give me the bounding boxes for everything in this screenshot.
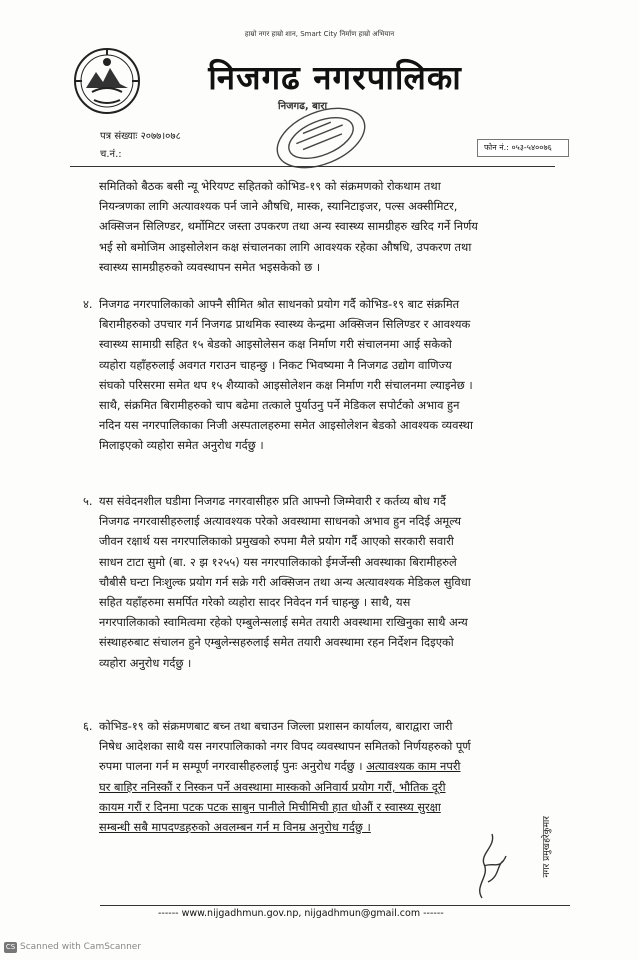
phone-number: फोन नं.: ०५३-५४००७६ (477, 139, 569, 157)
paragraph-line: संघको परिसरमा समेत थप १५ शैय्याको आइसोलेशन कक्ष निर्माण गरी संचालनमा ल्याइनेछ । (99, 377, 473, 392)
camscanner-text: Scanned with CamScanner (20, 942, 142, 952)
footer-divider (100, 905, 570, 906)
header-divider (70, 166, 555, 167)
signature-block (440, 816, 580, 906)
paragraph-line: बिरामीहरुको उपचार गर्न निजगढ प्राथमिक स्वास्थ्य केन्द्रमा अक्सिजन सिलिण्डर र आवश्यक (99, 317, 471, 332)
underlined-line: घर बाहिर ननिस्कौं र निस्कन पर्ने अवस्थामा मास्कको अनिवार्य प्रयोग गरौं, भौतिक दूरी (99, 779, 446, 794)
paragraph-line: जीवन रक्षार्थ यस नगरपालिकाको प्रमुखको रुपमा मैले प्रयोग गर्दै आएको सरकारी सवारी (99, 534, 454, 549)
underlined-text: अत्यावश्यक काम नपरी (366, 759, 461, 774)
intro-paragraph (99, 176, 569, 277)
paragraph-line: निजगढ नगरपालिकाको आफ्नै सीमित श्रोत साधनको प्रयोग गर्दै कोभिड-१९ बाट संक्रमित (99, 297, 460, 311)
paragraph-line: अक्सिजन सिलिण्डर, थर्मोमिटर जस्ता उपकरण तथा अन्य स्वास्थ्य सामग्रीहरु खरिद गर्ने निर्णय (99, 219, 478, 234)
signatory-title: नगर प्रमुख (542, 842, 552, 878)
paragraph-line: नियन्त्रणका लागि अत्यावश्यक पर्न जाने औषधि, मास्क, स्यानिटाइजर, पल्स अक्सीमिटर, (99, 199, 458, 214)
signature-icon (470, 826, 530, 906)
paragraph-line: कोभिड-१९ को संक्रमणबाट बच्न तथा बचाउन जिल्ला प्रशासन कार्यालय, बाराद्वारा जारी (99, 719, 453, 733)
camscanner-watermark (4, 942, 141, 953)
paragraph-line: समितिको बैठक बसी न्यू भेरियण्ट सहितको कोभिड-१९ को संक्रमणको रोकथाम तथा (99, 179, 441, 193)
paragraph-line: मिलाइएको व्यहोरा समेत अनुरोध गर्दछु । (99, 438, 264, 453)
camscanner-badge-icon: CS (5, 943, 16, 951)
paragraph-line: संस्थाहरुबाट संचालन हुने एम्बुलेन्सहरुलाई समेत तयारी अवस्थामा रहन निर्देशन दिइएको (99, 635, 454, 650)
paragraph-line: निजगढ नगरवासीहरुलाई अत्यावश्यक परेको अवस्थामा साधनको अभाव हुन नदिई अमूल्य (99, 514, 462, 529)
paragraph-line: चौबीसै घन्टा निःशुल्क प्रयोग गर्न सक्रे गरी अक्सिजन तथा अन्य अत्यावश्यक मेडिकल सुविधा (99, 574, 471, 589)
office-address: निजगढ, बारा (278, 101, 328, 112)
paragraph-line: साथै, संक्रमित बिरामीहरुको चाप बढेमा तत्काले पुर्याउनु पर्ने मेडिकल सपोर्टको अभाव हुन (99, 398, 460, 413)
paragraph-line: सहित यहाँहरुमा समर्पित गरेको व्यहोरा सादर निवेदन गर्न चाहन्छु । साथै, यस (99, 595, 411, 610)
paragraph-number: ५. (83, 494, 93, 508)
office-stamp-icon (266, 100, 376, 176)
paragraph-line-text: रुपमा पालना गर्न म सम्पूर्ण नगरवासीहरुलाई पुनः अनुरोध गर्दछु । (99, 759, 363, 774)
paragraph-line: स्वास्थ्य सामग्रीहरुको व्यवस्थापन समेत भइसकेको छ । (99, 259, 321, 274)
slogan-text: हाम्रो नगर हाम्रो शान, Smart City निर्माण हाम्रो अभियान (244, 30, 395, 38)
signatory-name: हरेकुमार (542, 816, 552, 843)
paragraph-line: भई सो बमोजिम आइसोलेशन कक्ष संचालनका लागि आवश्यक रहेका औषधि, उपकरण तथा (99, 239, 472, 254)
paragraph-line: यस संवेदनशील घडीमा निजगढ नगरवासीहरु प्रति आफ्नो जिम्मेवारी र कर्तव्य बोध गर्दै (99, 494, 446, 508)
office-name: निजगढ नगरपालिका (208, 58, 462, 97)
municipality-emblem-icon (72, 46, 142, 116)
paragraph-number: ४. (83, 297, 93, 311)
reference-number: पत्र संख्याः २०७७।०७८ (100, 131, 181, 142)
paragraph-line (99, 756, 569, 776)
dispatch-number: च.नं.: (100, 149, 122, 160)
paragraph-line: नगरपालिकाको स्वामित्वमा रहेको एम्बुलेन्सलाई समेत तयारी अवस्थामा राखिनुका साथै अन्य (99, 615, 468, 630)
paragraph-line: साधन टाटा सुमो (बा. २ झ १२५५) यस नगरपालिकाको ईमर्जेन्सी अवस्थाका बिरामीहरुले (99, 554, 457, 569)
paragraph-line: व्यहोरा अनुरोध गर्दछु । (99, 655, 192, 670)
footer-contact: ------ www.nijgadhmun.gov.np, nijgadhmun@gmail.com ------ (158, 908, 444, 919)
underlined-line: कायम गरौं र दिनमा पटक पटक साबुन पानीले मिचीमिची हात धोऔं र स्वास्थ्य सुरक्षा (99, 799, 441, 814)
paragraph-line: निषेध आदेशका साथै यस नगरपालिकाको नगर विपद व्यवस्थापन समितको निर्णयहरुको पूर्ण (99, 739, 471, 754)
underlined-line: सम्बन्धी सबै मापदण्डहरुको अवलम्बन गर्न म विनम्र अनुरोध गर्दछु । (99, 820, 371, 835)
paragraph-number: ६. (83, 719, 93, 733)
paragraph-line: स्वास्थ्य सामाग्री सहित १५ बेडको आइसोलेसन कक्ष निर्माण गरी संचालनमा आई सकेको (99, 337, 452, 352)
signatory (540, 816, 580, 886)
paragraph-4 (83, 294, 569, 456)
paragraph-line: व्यहोरा यहाँहरुलाई अवगत गराउन चाहन्छु । निकट भिवष्यमा नै निजगढ उद्योग वाणिज्य (99, 357, 452, 372)
paragraph-5 (83, 491, 569, 673)
paragraph-line: नदिन यस नगरपालिकाका निजी अस्पतालहरुमा समेत आइसोलेशन बेडको आवश्यक व्यवस्था (99, 418, 473, 433)
